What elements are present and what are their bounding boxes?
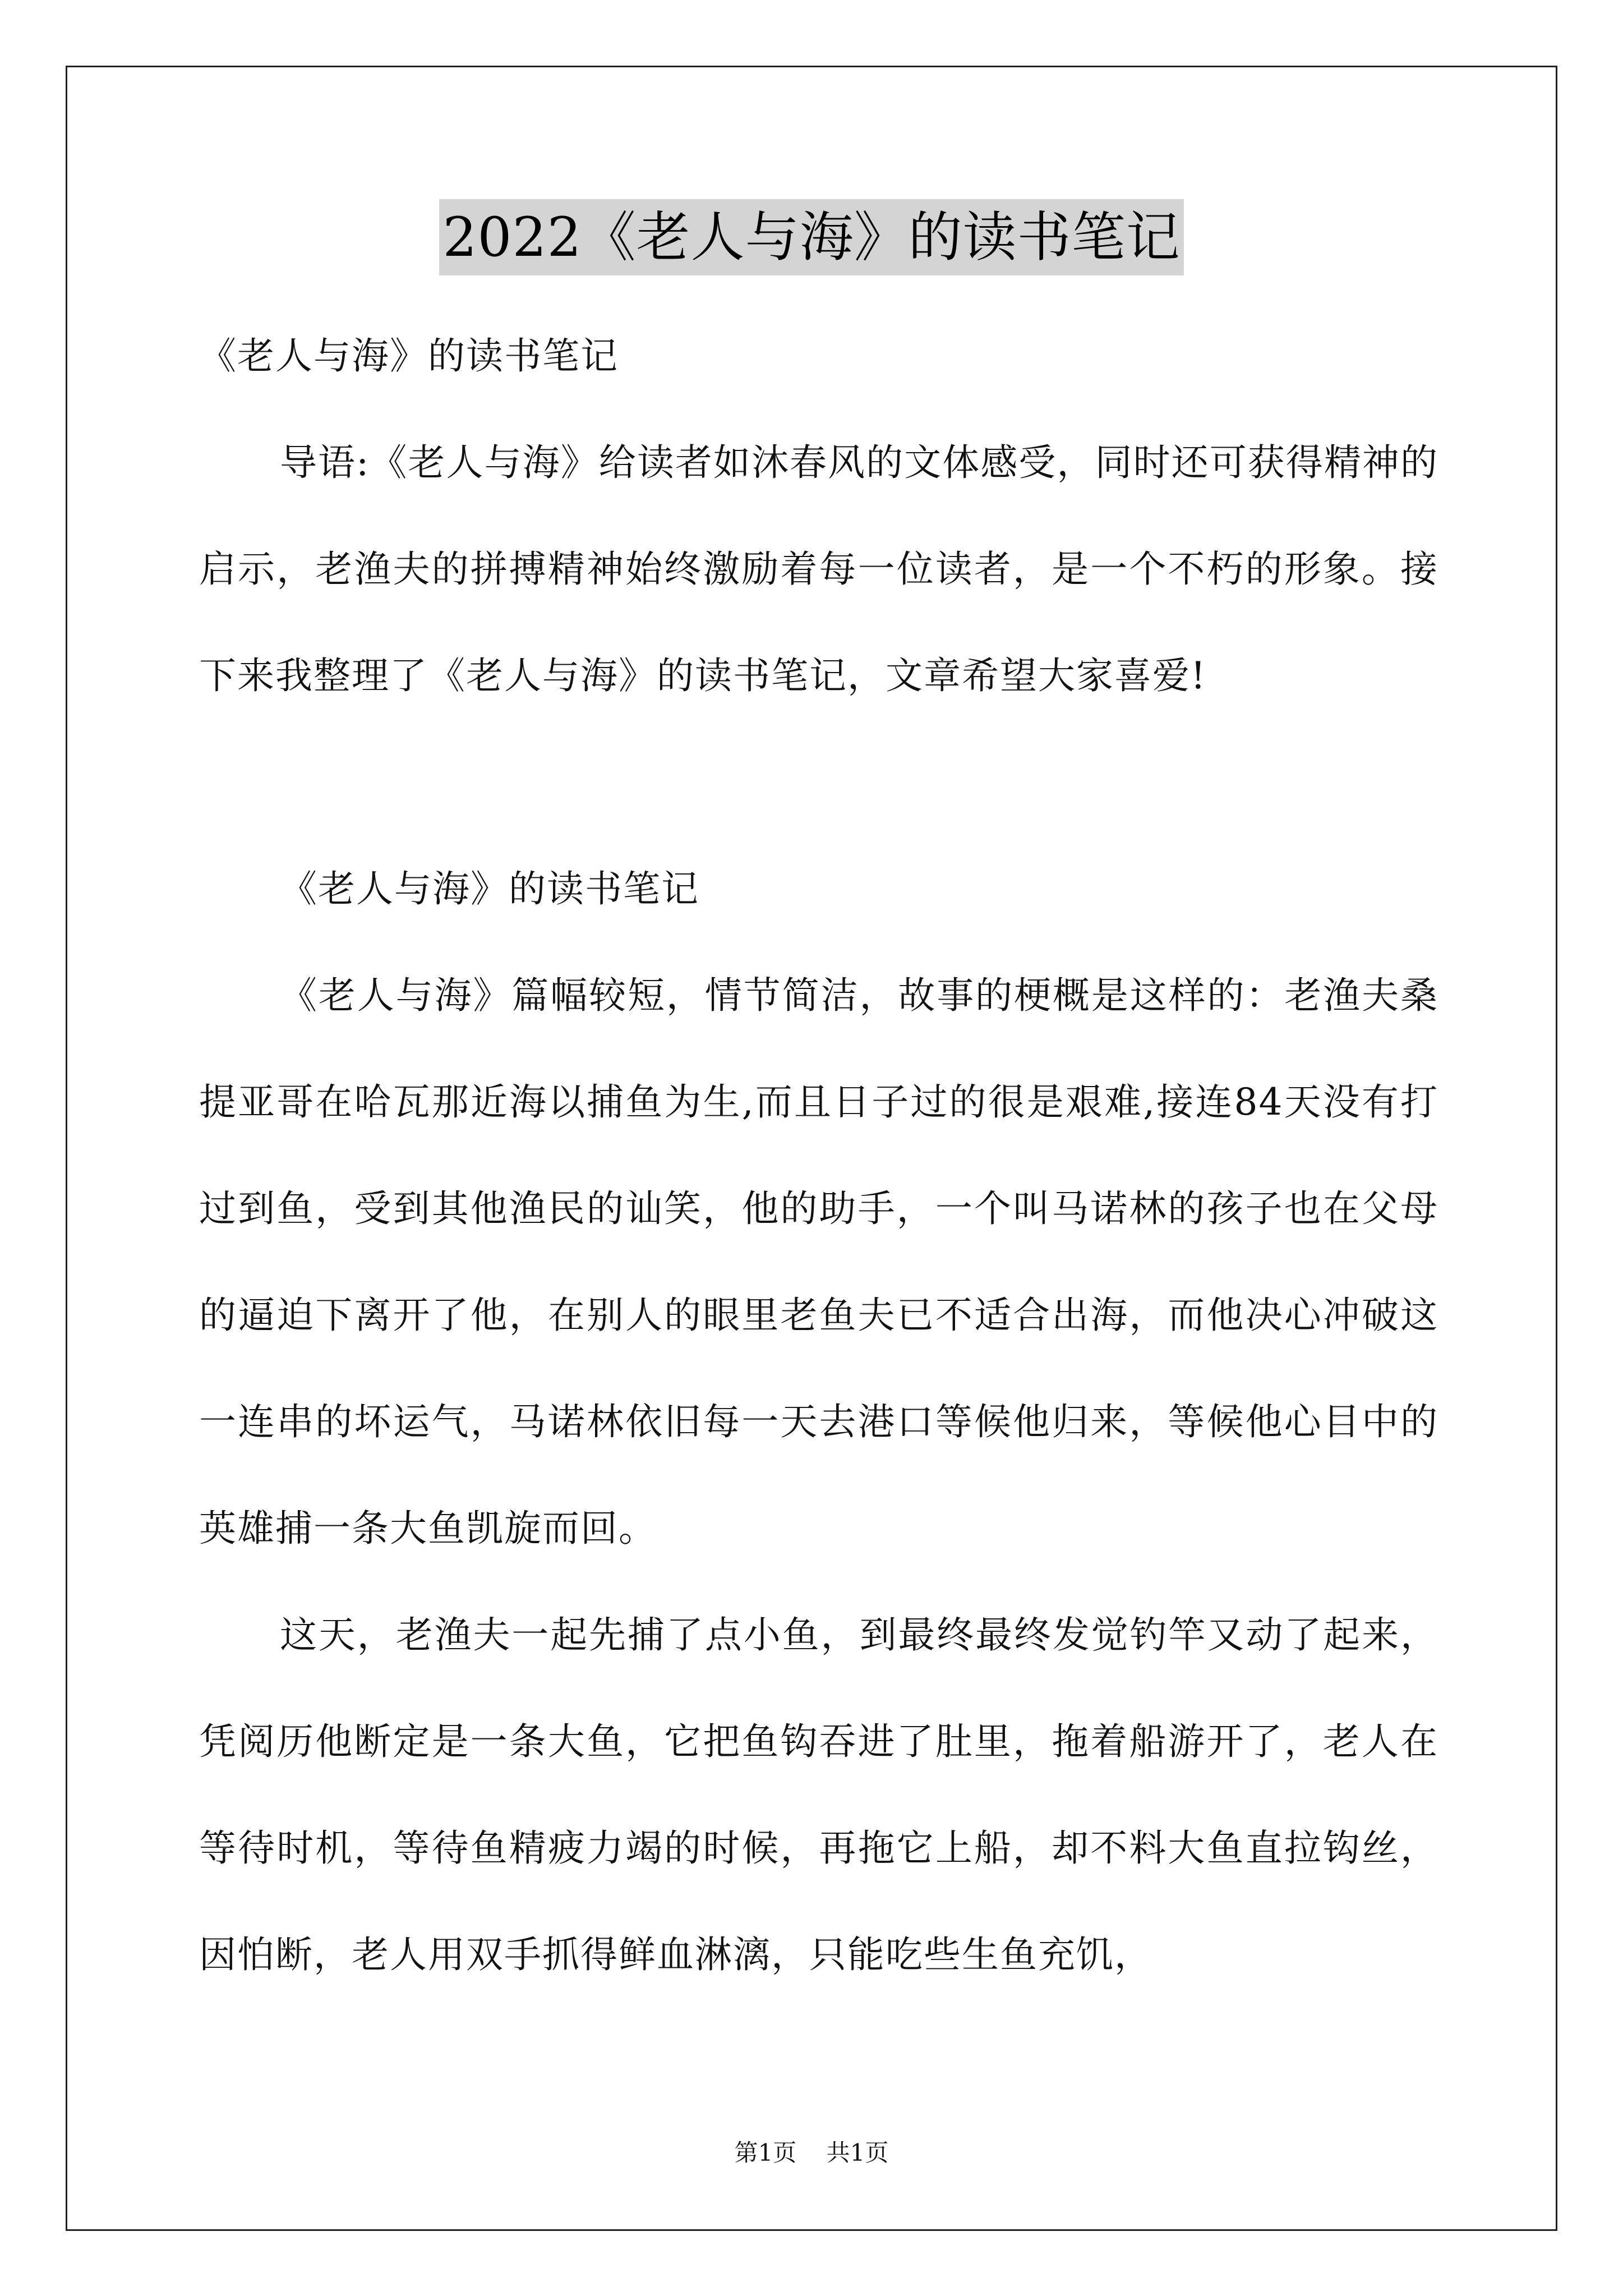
subtitle-paragraph: 《老人与海》的读书笔记 — [199, 334, 619, 378]
page-number: 第1页 — [734, 2139, 797, 2166]
page-footer — [0, 2134, 1623, 2168]
page-total: 共1页 — [826, 2139, 889, 2166]
document-body — [199, 303, 1438, 2008]
blank-line — [199, 729, 1438, 836]
body-paragraph: 《老人与海》篇幅较短，情节简洁，故事的梗概是这样的：老渔夫桑提亚哥在哈瓦那近海以捕鱼为生,而且日子过的很是艰难,接连84天没有打过到鱼，受到其他渔民的讪笑，他的助手，一个叫马诺林的孩子也在父母的逼迫下离开了他，在别人的眼里老鱼夫已不适合出海，而他决心冲破这一连串的坏运气，马诺林依旧每一天去港口等候他归来，等候他心目中的英雄捕一条大鱼凯旋而回。 — [199, 974, 1438, 1550]
intro-paragraph: 导语:《老人与海》给读者如沐春风的文体感受，同时还可获得精神的启示，老渔夫的拼搏精神始终激励着每一位读者，是一个不朽的形象。接下来我整理了《老人与海》的读书笔记，文章希望大家喜爱! — [199, 441, 1438, 697]
document-title: 2022《老人与海》的读书笔记 — [439, 199, 1183, 275]
section-heading-paragraph: 《老人与海》的读书笔记 — [280, 867, 699, 910]
title-container — [0, 199, 1623, 275]
body-paragraph: 这天，老渔夫一起先捕了点小鱼，到最终最终发觉钓竿又动了起来，凭阅历他断定是一条大鱼，它把鱼钩吞进了肚里，拖着船游开了，老人在等待时机，等待鱼精疲力竭的时候，再拖它上船，却不料大鱼直拉钩丝，因怕断，老人用双手抓得鲜血淋漓，只能吃些生鱼充饥， — [199, 1613, 1438, 1976]
